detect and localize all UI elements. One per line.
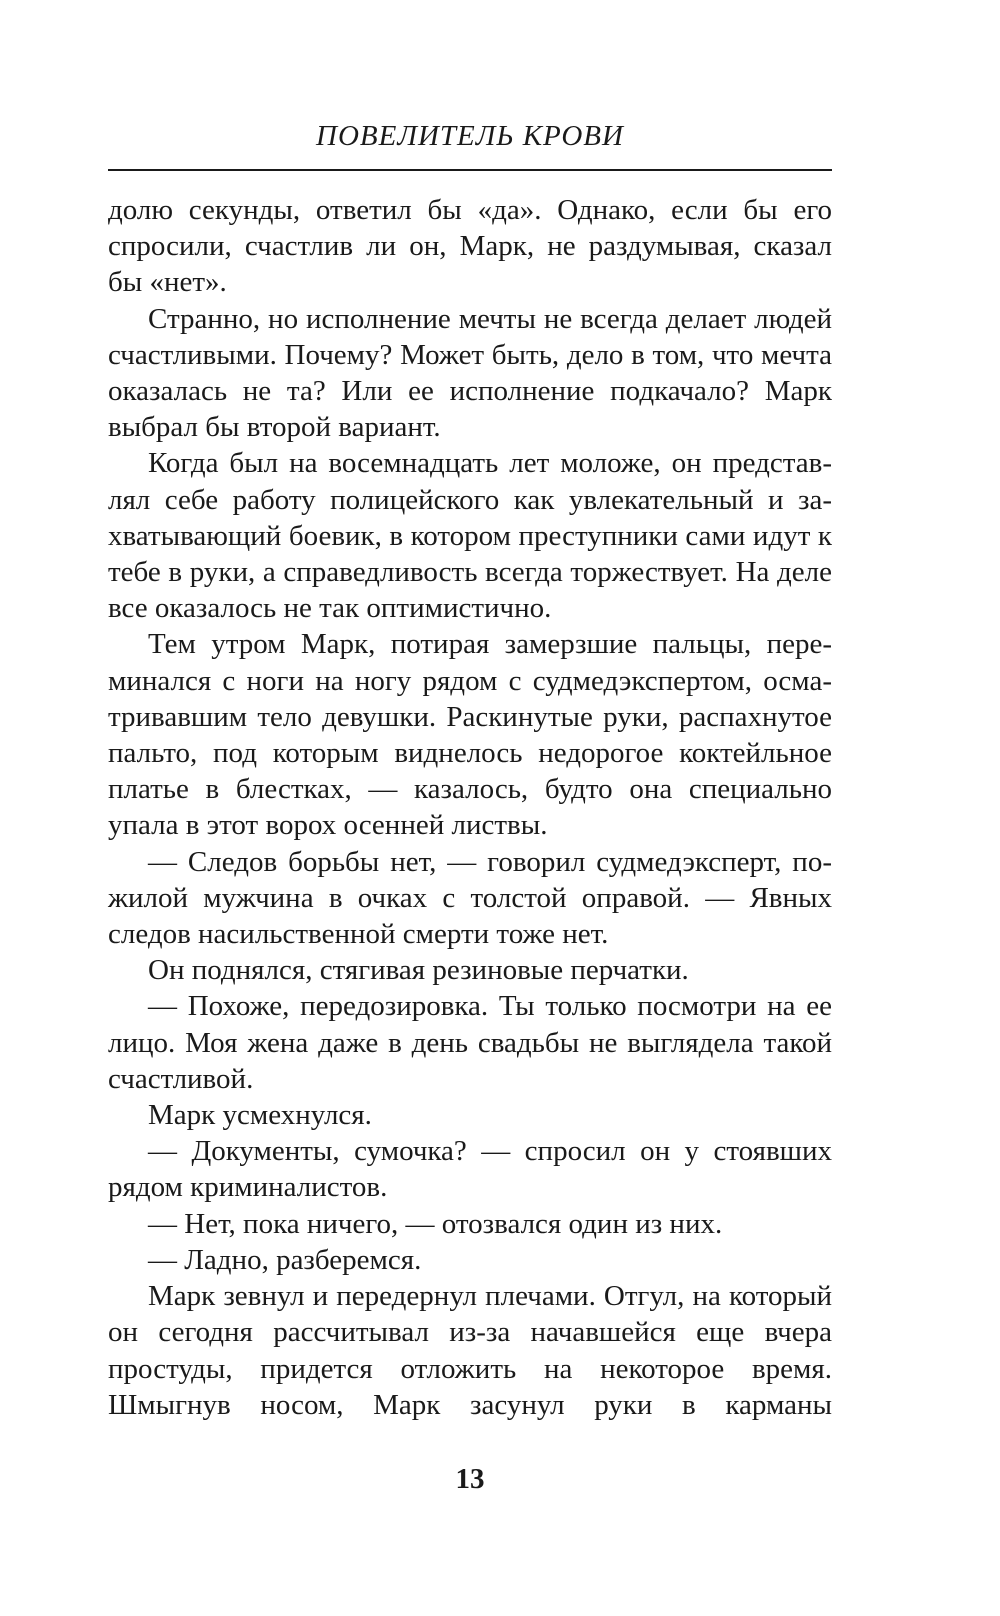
paragraph: Когда был на восемнадцать лет моложе, он представлял себе работу полицейского как увлекательный и захватывающий боевик, в котором преступники сами идут к тебе в руки, а справедливость всегда торжествует. На деле все оказалось не так оптимистично. xyxy=(108,447,832,625)
paragraph: Странно, но исполнение мечты не всегда делает людей счастливыми. Почему? Может быть, дело в том, что мечта оказалась не та? Или ее исполнение подкачало? Марк выбрал бы второй вариант. xyxy=(108,302,832,444)
running-head-title: ПОВЕЛИТЕЛЬ КРОВИ xyxy=(316,120,624,152)
paragraph: Марк усмехнулся. xyxy=(148,1099,372,1132)
text-body xyxy=(108,192,832,1423)
paragraph: Тем утром Марк, потирая замерзшие пальцы, переминался с ноги на ногу рядом с судмедэкспертом, осматривавшим тело девушки. Раскинутые руки, распахнутое пальто, под которым виднелось недорогое коктейльное платье в блестках, — казалось, будто она специально упала в этот ворох осенней листвы. xyxy=(108,628,832,842)
paragraph: — Следов борьбы нет, — говорил судмедэксперт, пожилой мужчина в очках с толстой оправой. — Явных следов насильственной смерти тоже нет. xyxy=(108,845,832,951)
paragraph: — Документы, сумочка? — спросил он у стоявших рядом криминалистов. xyxy=(108,1135,832,1204)
paragraph: Марк зевнул и передернул плечами. Отгул, на который он сегодня рассчитывал из-за начавшейся еще вчера простуды, придется отложить на некоторое время. Шмыгнув носом, Марк засунул руки в карманы xyxy=(108,1280,832,1421)
paragraph: — Ладно, разберемся. xyxy=(148,1243,422,1276)
page-number: 13 xyxy=(455,1463,485,1495)
header-rule xyxy=(108,169,832,171)
paragraph: Он поднялся, стягивая резиновые перчатки. xyxy=(148,954,689,987)
paragraph: — Нет, пока ничего, — отозвался один из них. xyxy=(148,1207,723,1240)
paragraph: — Похоже, передозировка. Ты только посмотри на ее лицо. Моя жена даже в день свадьбы не выглядела такой счастливой. xyxy=(108,990,832,1095)
paragraph: долю секунды, ответил бы «да». Однако, если бы его спросили, счастлив ли он, Марк, не раздумывая, сказал бы «нет». xyxy=(108,194,832,299)
